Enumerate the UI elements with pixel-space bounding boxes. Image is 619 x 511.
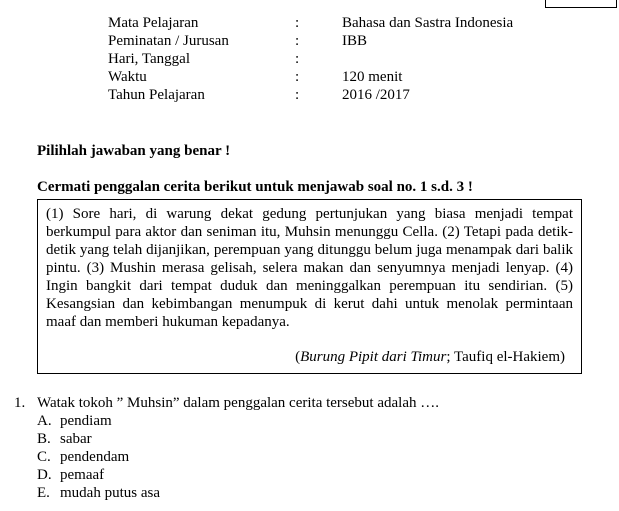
instruction-heading: Pilihlah jawaban yang benar ! xyxy=(37,143,231,159)
header-label: Hari, Tanggal xyxy=(108,51,190,67)
passage-source xyxy=(295,348,565,366)
question-number: 1. xyxy=(14,395,26,411)
header-value: IBB xyxy=(342,33,368,49)
passage-instruction: Cermati penggalan cerita berikut untuk menjawab soal no. 1 s.d. 3 ! xyxy=(37,179,473,195)
header-label: Mata Pelajaran xyxy=(108,15,199,31)
header-label: Peminatan / Jurusan xyxy=(108,33,229,49)
header-label: Tahun Pelajaran xyxy=(108,87,205,103)
option-text: pendiam xyxy=(60,413,112,429)
header-colon: : xyxy=(295,33,300,49)
header-value: 120 menit xyxy=(342,69,403,85)
header-colon: : xyxy=(295,15,300,31)
header-value: 2016 /2017 xyxy=(342,87,410,103)
option-letter: C. xyxy=(37,449,51,465)
option-text: pendendam xyxy=(60,449,130,465)
source-title: Burung Pipit dari Timur xyxy=(300,349,447,365)
source-author: ; Taufiq el-Hakiem) xyxy=(446,349,565,365)
header-colon: : xyxy=(295,87,300,103)
option-text: mudah putus asa xyxy=(60,485,160,501)
corner-box xyxy=(545,0,617,8)
question-text: Watak tokoh ” Muhsin” dalam penggalan cerita tersebut adalah …. xyxy=(37,395,439,411)
header-colon: : xyxy=(295,69,300,85)
option-text: pemaaf xyxy=(60,467,105,483)
option-letter: B. xyxy=(37,431,51,447)
passage-box xyxy=(37,199,582,374)
option-letter: D. xyxy=(37,467,52,483)
passage-text: (1) Sore hari, di warung dekat gedung pertunjukan yang biasa menjadi tempat berkumpul para aktor dan seniman itu, Muhsin menunggu Cella. (2) Tetapi pada detik-detik yang telah dijanjikan, perempuan yang ditunggu belum juga menampak dari balik pintu. (3) Mushin merasa gelisah, selera makan dan senyumnya menjadi lenyap. (4) Ingin bangkit dari tempat duduk dan meninggalkan perempuan itu sendirian. (5) Kesangsian dan kebimbangan menumpuk di kerut dahi untuk menolak permintaan maaf dan memberi hukuman kepadanya. xyxy=(46,206,573,330)
option-letter: E. xyxy=(37,485,50,501)
header-label: Waktu xyxy=(108,69,147,85)
header-value: Bahasa dan Sastra Indonesia xyxy=(342,15,514,31)
source-open: ( xyxy=(295,349,301,365)
option-text: sabar xyxy=(60,431,92,447)
header-colon: : xyxy=(295,51,300,67)
option-letter: A. xyxy=(37,413,52,429)
